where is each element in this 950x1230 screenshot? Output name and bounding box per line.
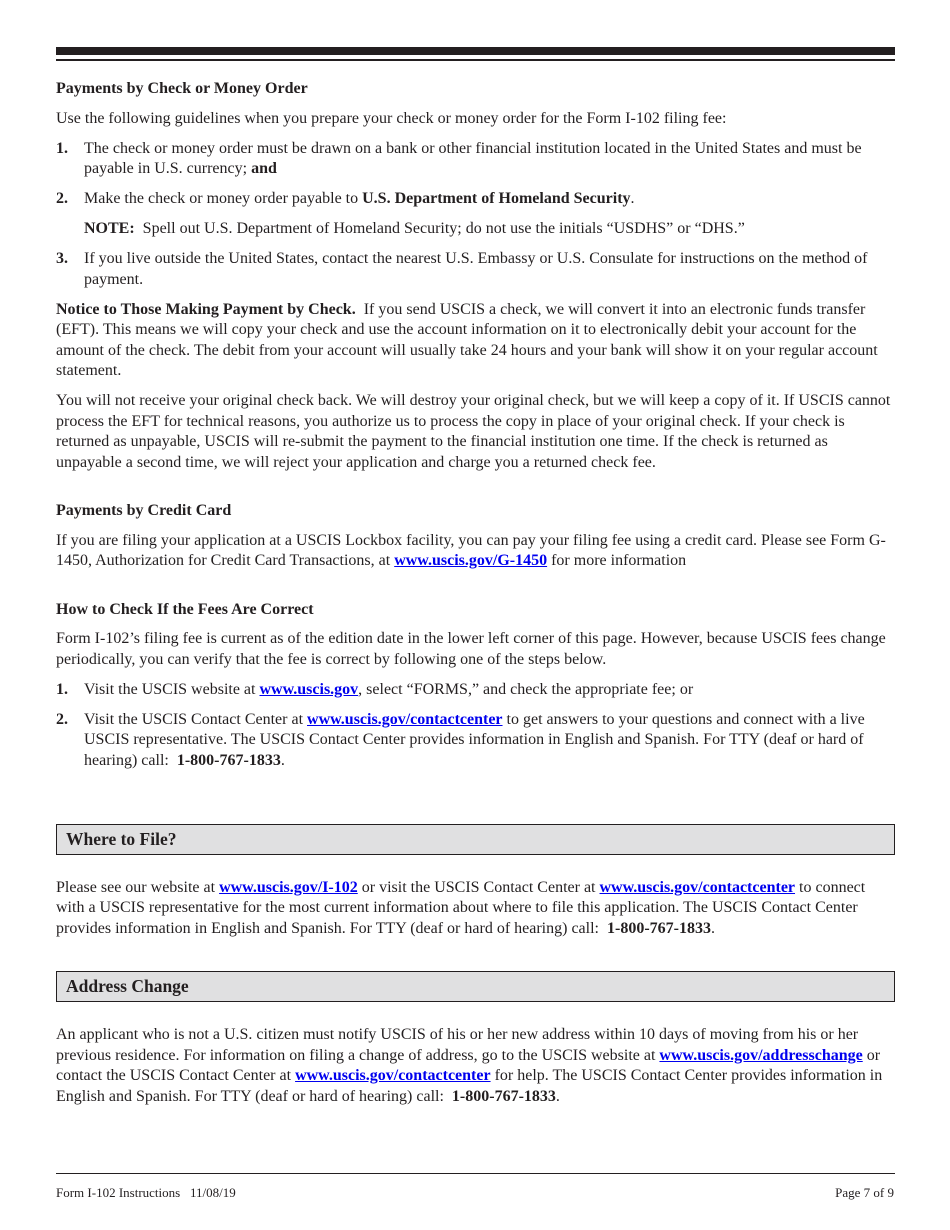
address-change-link[interactable]: www.uscis.gov/addresschange	[659, 1046, 863, 1064]
address-text-2: or contact the USCIS Contact Center at	[56, 1046, 881, 1084]
item-number: 2.	[56, 190, 68, 207]
fees-item-1	[56, 680, 895, 701]
where-text-2: or visit the USCIS Contact Center at	[361, 878, 596, 896]
uscis-website-link[interactable]: www.uscis.gov	[259, 680, 359, 698]
address-change-header	[56, 971, 895, 1002]
contact-center-link[interactable]: www.uscis.gov/contactcenter	[599, 878, 796, 896]
item-number: 1.	[56, 680, 68, 698]
fees-intro: Form I-102’s filing fee is current as of the edition date in the lower left corner of this page. However, because USCIS fees change periodically, you can verify that the fee is correct by following one of the steps below.	[56, 630, 886, 668]
notice-paragraph-2: You will not receive your original check back. We will destroy your original check, but we will keep a copy of it. If USCIS cannot process the EFT for technical reasons, you authorize us to process the copy in place of your original check. If your check is returned as unpayable, USCIS will re-submit the payment to the financial institution one time. If the check is returned as unpayable a second time, we will reject your application and charge you a returned check fee.	[56, 392, 891, 471]
footer-rule	[56, 1173, 895, 1174]
check-intro: Use the following guidelines when you prepare your check or money order for the Form I-102 filing fee:	[56, 109, 727, 127]
item-number: 1.	[56, 139, 68, 157]
credit-text-after: for more information	[551, 552, 687, 569]
fees-item-2-before: Visit the USCIS Contact Center at	[84, 710, 304, 728]
check-note	[56, 219, 895, 240]
check-item-2-payee: U.S. Department of Homeland Security	[362, 190, 631, 207]
where-text-3: to connect with a USCIS representative for the most current information about where to file this application. The USCIS Contact Center provides information in English and Spanish. For TTY (deaf or hard of hearing) call:	[56, 878, 866, 937]
notice-paragraph	[56, 300, 895, 382]
g1450-link[interactable]: www.uscis.gov/G-1450	[394, 552, 548, 569]
check-item-3-text: If you live outside the United States, contact the nearest U.S. Embassy or U.S. Consulate for instructions on the method of payment.	[84, 250, 868, 288]
header-rule-thin	[56, 59, 895, 61]
footer-form-edition: Form I-102 Instructions 11/08/19	[56, 1185, 236, 1200]
where-paragraph: Please see our website at www.uscis.gov/I-102 or visit the USCIS Contact Center at www.uscis.gov/contactcenter to connect with a USCIS representative for the most current information about where to file this application. The USCIS Contact Center provides information in English and Spanish. For TTY (deaf or hard of hearing) call: 1-800-767-1833.	[56, 878, 866, 937]
check-item-1-and: and	[251, 160, 277, 177]
check-item-2: 2. Make the check or money order payable to U.S. Department of Homeland Security.	[56, 189, 895, 210]
contact-center-link[interactable]: www.uscis.gov/contactcenter	[295, 1067, 491, 1084]
document-body	[56, 79, 895, 1117]
credit-paragraph	[56, 531, 895, 572]
fees-item-1-after: , select “FORMS,” and check the appropriate fee; or	[358, 680, 694, 698]
address-text-3: for help. The USCIS Contact Center provides information in English and Spanish. For TTY (deaf or hard of hearing) call:	[56, 1067, 883, 1105]
item-number: 2.	[56, 710, 68, 728]
item-number: 3.	[56, 250, 68, 267]
footer-page-number: Page 7 of 9	[835, 1185, 894, 1200]
address-text-1: An applicant who is not a U.S. citizen must notify USCIS of his or her new address within 10 days of moving from his or her previous residence. For information on filing a change of address, go to the USCIS website at	[56, 1026, 859, 1064]
header-rule-thick	[56, 47, 895, 55]
credit-text-before: If you are filing your application at a USCIS Lockbox facility, you can pay your filing fee using a credit card. Please see Form G-1450, Authorization for Credit Card Transactions, at	[56, 531, 886, 569]
check-item-2-text: Make the check or money order payable to	[84, 190, 359, 207]
where-to-file-title: Where to File?	[66, 828, 177, 849]
note-label: NOTE:	[84, 220, 135, 237]
address-change-title: Address Change	[66, 976, 189, 997]
fees-heading: How to Check If the Fees Are Correct	[56, 600, 314, 618]
where-to-file-header	[56, 824, 895, 855]
tty-phone: 1-800-767-1833	[176, 751, 281, 769]
fees-item-1-before: Visit the USCIS website at	[84, 680, 256, 698]
contact-center-link[interactable]: www.uscis.gov/contactcenter	[307, 710, 503, 728]
tty-phone: 1-800-767-1833	[451, 1087, 556, 1105]
check-item-1	[56, 139, 895, 180]
notice-text: If you send USCIS a check, we will convert it into an electronic funds transfer (EFT). This means we will copy your check and use the account information on it to electronically debit your account for the amount of the check. The debit from your account will usually take 24 hours and your bank will show it on your regular account statement.	[56, 300, 878, 379]
check-heading: Payments by Check or Money Order	[56, 80, 308, 97]
credit-heading: Payments by Credit Card	[56, 502, 232, 519]
i102-link[interactable]: www.uscis.gov/I-102	[219, 878, 358, 896]
fees-item-2: 2. Visit the USCIS Contact Center at www.uscis.gov/contactcenter to get answers to your questions and connect with a live USCIS representative. The USCIS Contact Center provides information in English and Spanish. For TTY (deaf or hard of hearing) call: 1-800-767-1833.	[56, 710, 865, 769]
tty-phone: 1-800-767-1833	[606, 919, 711, 937]
address-paragraph: An applicant who is not a U.S. citizen must notify USCIS of his or her new address within 10 days of moving from his or her previous residence. For information on filing a change of address, go to the USCIS website at www.uscis.gov/addresschange or contact the USCIS Contact Center at www.uscis.gov/contactcenter for help. The USCIS Contact Center provides information in English and Spanish. For TTY (deaf or hard of hearing) call: 1-800-767-1833.	[56, 1026, 883, 1105]
check-item-1-text: The check or money order must be drawn on a bank or other financial institution located in the United States and must be payable in U.S. currency;	[84, 139, 862, 177]
check-item-3	[56, 249, 895, 290]
notice-lead: Notice to Those Making Payment by Check.	[56, 300, 356, 318]
note-text: Spell out U.S. Department of Homeland Security; do not use the initials “USDHS” or “DHS.”	[142, 220, 745, 237]
where-text-1: Please see our website at	[56, 878, 216, 896]
fees-item-2-after: to get answers to your questions and connect with a live USCIS representative. The USCIS Contact Center provides information in English and Spanish. For TTY (deaf or hard of hearing) call:	[84, 710, 865, 769]
